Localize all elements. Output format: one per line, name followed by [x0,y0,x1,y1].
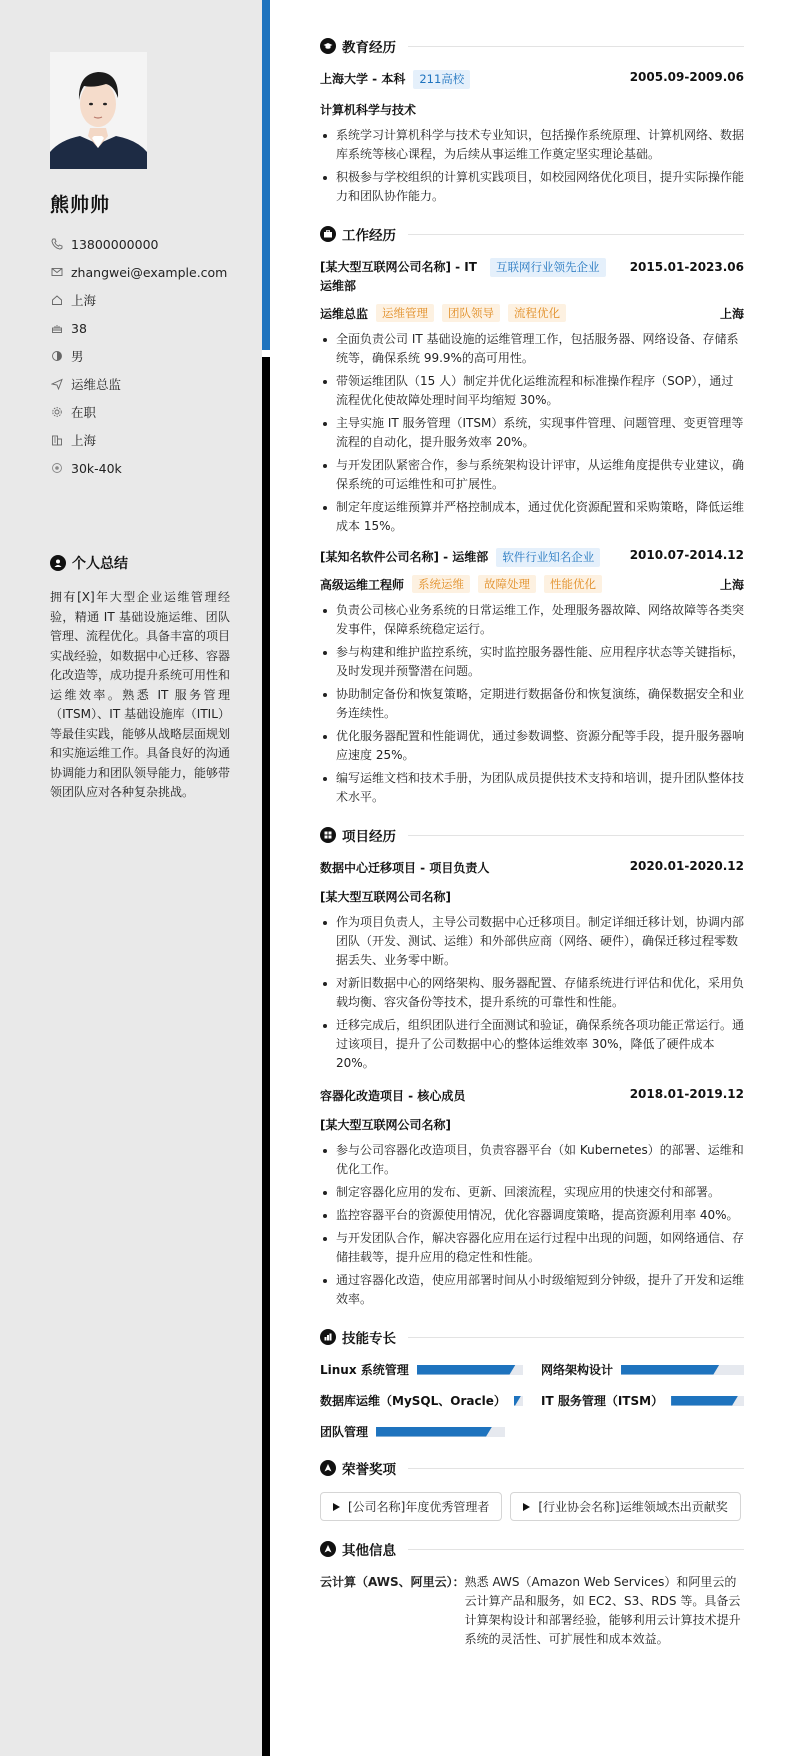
company-tag: 互联网行业领先企业 [490,258,606,277]
job-header [320,548,744,567]
award-text: [行业协会名称]运维领域杰出贡献奖 [538,1500,728,1514]
skill-item [320,1361,523,1378]
info-gender [50,342,250,370]
skill-fill [376,1427,492,1437]
other-info-row [320,1573,744,1649]
list-item: 作为项目负责人，主导公司数据中心迁移项目。制定详细迁移计划，协调内部团队（开发、测试、运维）和外部供应商（网络、硬件），确保迁移过程零数据丢失、业务零中断。 [320,913,744,970]
info-position [50,370,250,398]
list-item: 制定年度运维预算并严格控制成本，通过优化资源配置和采购策略，降低运维成本 15%。 [320,498,744,536]
skill-bar [671,1396,744,1406]
skills-grid [320,1361,744,1440]
skill-tag: 故障处理 [478,575,536,593]
info-age [50,314,250,342]
project-company: [某大型互联网公司名称] [320,1118,451,1132]
skill-bar [376,1427,505,1437]
company-tag: 软件行业知名企业 [496,548,600,567]
main-content [320,36,744,1649]
info-icon [320,1541,336,1557]
education-major: 计算机科学与技术 [320,103,417,117]
skill-fill [417,1365,516,1375]
skill-item [320,1392,523,1409]
mail-icon [50,265,64,279]
info-status [50,398,250,426]
awards-list [320,1492,744,1521]
phone-text: 13800000000 [71,236,159,252]
info-location [50,286,250,314]
summary-text: 拥有[X]年大型企业运维管理经验，精通 IT 基础设施运维、团队管理、流程优化。具备丰富的项目实战经验，如数据中心迁移、容器化改造等，成功提升系统可用性和运维效率。熟悉 IT 服务管理（ITSM）、IT 基础设施库（ITIL）等最佳实践，能够从战略层面规划和实施运维工作。具备良好的沟通协调能力和团队领导能力，能够带领团队应对各种复杂挑战。 [50,590,231,799]
gender-text: 男 [71,349,84,364]
info-target-city [50,426,250,454]
cake-icon [50,321,64,335]
job-city: 上海 [719,306,744,321]
skill-item [541,1392,744,1409]
sidebar-accent-bar [262,0,270,350]
list-item: 全面负责公司 IT 基础设施的运维管理工作，包括服务器、网络设备、存储系统等，确保系统 99.9%的高可用性。 [320,330,744,368]
list-item: 与开发团队合作，解决容器化应用在运行过程中出现的问题，如网络通信、存储挂载等，提升应用的稳定性和性能。 [320,1229,744,1267]
coin-icon [50,461,64,475]
skill-tag: 系统运维 [412,575,470,593]
project-period: 2018.01-2019.12 [629,1087,744,1101]
avatar [50,52,147,169]
list-item: 积极参与学校组织的计算机实践项目，如校园网络优化项目，提升实际操作能力和团队协作能力。 [320,168,744,206]
job-role-row [320,575,744,593]
skill-name: IT 服务管理（ITSM） [541,1394,664,1408]
job-city: 上海 [719,577,744,592]
summary-title: 个人总结 [72,556,128,572]
project-period: 2020.01-2020.12 [629,859,744,873]
project-name: 数据中心迁移项目 - 项目负责人 [320,861,490,875]
list-item: 带领运维团队（15 人）制定并优化运维流程和标准操作程序（SOP），通过流程优化使故障处理时间平均缩短 30%。 [320,372,744,410]
project-entry [320,859,744,1073]
school-name: 上海大学 - 本科 [320,72,406,86]
section-divider [408,835,744,836]
work-heading [320,224,744,244]
skill-bar [417,1365,523,1375]
work-title: 工作经历 [342,228,396,244]
education-entry-header [320,70,744,89]
skill-name: 团队管理 [320,1425,369,1439]
phone-icon [50,237,64,251]
skill-bar [621,1365,744,1375]
list-item: 系统学习计算机科学与技术专业知识，包括操作系统原理、计算机网络、数据库系统等核心课程，为后续从事运维工作奠定坚实理论基础。 [320,126,744,164]
grid-icon [320,827,336,843]
education-period: 2005.09-2009.06 [629,70,744,84]
other-title: 其他信息 [342,1543,396,1559]
job-bullets [320,330,744,536]
skill-name: 网络架构设计 [541,1363,614,1377]
sidebar-divider-bar [262,357,270,1756]
award-text: [公司名称]年度优秀管理者 [348,1500,490,1514]
list-item: 负责公司核心业务系统的日常运维工作，处理服务器故障、网络故障等各类突发事件，保障系统稳定运行。 [320,601,744,639]
location-text: 上海 [71,293,97,308]
salary-text: 30k-40k [71,460,122,476]
gear-icon [50,405,64,419]
projects-title: 项目经历 [342,829,396,845]
info-salary [50,454,250,482]
skill-item [541,1361,744,1378]
list-item: 监控容器平台的资源使用情况，优化容器调度策略，提高资源利用率 40%。 [320,1206,744,1225]
play-icon [333,1503,340,1511]
section-divider [408,234,744,235]
project-bullets [320,913,744,1073]
list-item: 优化服务器配置和性能调优，通过参数调整、资源分配等手段，提升服务器响应速度 25%。 [320,727,744,765]
project-bullets [320,1141,744,1309]
skill-tag: 运维管理 [376,304,434,322]
briefcase-icon [320,226,336,242]
project-company-row [320,1116,744,1133]
skill-tag: 性能优化 [544,575,602,593]
email-text: zhangwei@example.com [71,264,228,280]
play-icon [523,1503,530,1511]
awards-title: 荣誉奖项 [342,1462,396,1478]
skill-tag: 流程优化 [508,304,566,322]
job-company: [某大型互联网公司名称] - IT 运维部 [320,260,477,293]
list-item: 与开发团队紧密合作，参与系统架构设计评审，从运维角度提供专业建议，确保系统的可运维性和可扩展性。 [320,456,744,494]
contact-info-list [50,230,250,482]
education-title: 教育经历 [342,40,396,56]
skill-fill [671,1396,738,1406]
info-email [50,258,250,286]
age-text: 38 [71,320,87,336]
education-heading [320,36,744,56]
list-item: 协助制定备份和恢复策略，定期进行数据备份和恢复演练，确保数据安全和业务连续性。 [320,685,744,723]
skills-title: 技能专长 [342,1331,396,1347]
job-bullets [320,601,744,807]
list-item: 通过容器化改造，使应用部署时间从小时级缩短到分钟级，提升了开发和运维效率。 [320,1271,744,1309]
skill-bar [514,1396,523,1406]
job-period: 2010.07-2014.12 [629,548,744,562]
section-divider [408,46,744,47]
list-item: 参与公司容器化改造项目，负责容器平台（如 Kubernetes）的部署、运维和优化工作。 [320,1141,744,1179]
info-phone [50,230,250,258]
list-item: 编写运维文档和技术手册，为团队成员提供技术支持和培训，提升团队整体技术水平。 [320,769,744,807]
skill-fill [514,1396,521,1406]
awards-heading [320,1458,744,1478]
job-entry [320,258,744,536]
other-heading [320,1539,744,1559]
education-major-row [320,101,744,118]
section-divider [408,1549,744,1550]
job-role-row [320,304,744,322]
job-role: 高级运维工程师 [320,577,405,592]
list-item: 制定容器化应用的发布、更新、回滚流程，实现应用的快速交付和部署。 [320,1183,744,1202]
project-name: 容器化改造项目 - 核心成员 [320,1089,466,1103]
projects-heading [320,825,744,845]
skills-heading [320,1327,744,1347]
skill-tag: 团队领导 [442,304,500,322]
home-icon [50,293,64,307]
project-header [320,1087,744,1104]
list-item: 对新旧数据中心的网络架构、服务器配置、存储系统进行评估和优化，采用负载均衡、容灾备份等技术，提升系统的可靠性和性能。 [320,974,744,1012]
job-header [320,258,744,296]
graduation-cap-icon [320,38,336,54]
list-item: 迁移完成后，组织团队进行全面测试和验证，确保系统各项功能正常运行。通过该项目，提升了公司数据中心的整体运维效率 30%，降低了硬件成本 20%。 [320,1016,744,1073]
award-item [320,1492,502,1521]
list-item: 参与构建和维护监控系统，实时监控服务器性能、应用程序状态等关键指标，及时发现并预警潜在问题。 [320,643,744,681]
bar-chart-icon [320,1329,336,1345]
building-icon [50,433,64,447]
job-period: 2015.01-2023.06 [629,260,744,274]
project-entry [320,1087,744,1309]
position-text: 运维总监 [71,377,122,392]
project-header [320,859,744,876]
skill-name: 数据库运维（MySQL、Oracle） [320,1394,506,1408]
send-icon [50,377,64,391]
job-entry [320,548,744,807]
job-company: [某知名软件公司名称] - 运维部 [320,550,489,564]
other-key: 云计算（AWS、阿里云）： [320,1575,465,1589]
award-item [510,1492,740,1521]
section-divider [408,1468,744,1469]
education-bullets [320,126,744,206]
summary-heading [50,553,128,573]
job-role: 运维总监 [320,306,369,321]
avatar-portrait-icon [50,52,147,169]
status-text: 在职 [71,405,97,420]
project-company: [某大型互联网公司名称] [320,890,451,904]
section-divider [408,1337,744,1338]
list-item: 主导实施 IT 服务管理（ITSM）系统，实现事件管理、问题管理、变更管理等流程的自动化，提升服务效率 20%。 [320,414,744,452]
gender-icon [50,349,64,363]
other-value: 熟悉 AWS（Amazon Web Services）和阿里云的云计算产品和服务，如 EC2、S3、RDS 等。具备云计算架构设计和部署经验，能够利用云计算技术提升系统的灵活性、可扩展性和成本效益。 [464,1575,741,1646]
school-tag: 211高校 [413,70,470,89]
target-city-text: 上海 [71,433,97,448]
skill-fill [621,1365,719,1375]
skill-name: Linux 系统管理 [320,1363,409,1377]
award-icon [320,1460,336,1476]
project-company-row [320,888,744,905]
candidate-name: 熊帅帅 [50,194,111,216]
user-icon [50,555,66,571]
skill-item [320,1423,505,1440]
